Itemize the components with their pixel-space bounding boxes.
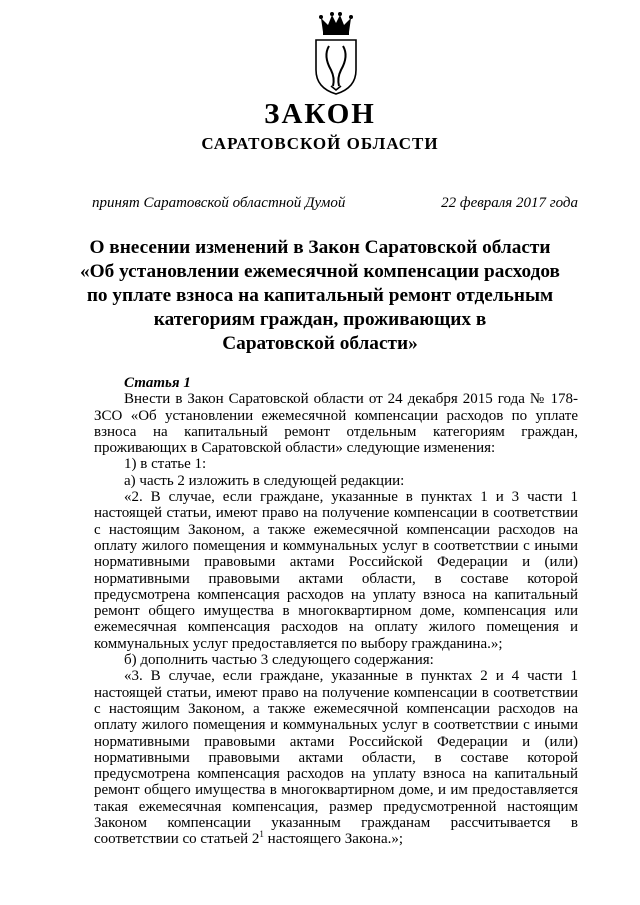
- heading-line: «Об установлении ежемесячной компенсации расходов: [80, 261, 560, 282]
- law-heading: [60, 236, 580, 356]
- adopted-date: 22 февраля 2017 года: [441, 195, 578, 211]
- paragraph: б) дополнить частью 3 следующего содержания:: [124, 652, 434, 669]
- heading-line: категориям граждан, проживающих в: [153, 309, 487, 330]
- superscript: 1: [259, 829, 264, 840]
- heading-line: О внесении изменений в Закон Саратовской области: [89, 237, 551, 258]
- paragraph: «2. В случае, если граждане, указанные в пунктах 1 и 3 части 1 настоящей статьи, имеют право на получение компенсации в соответствии с настоящим Законом, а также ежемесячной компенсации расходов на оплату жилого помещения и коммунальных услуг в соответствии с иными нормативными правовыми актами Российской Федерации и (или) нормативными правовыми актами области, в составе которой предусмотрена компенсация расходов на уплату взноса на капитальный ремонт общего имущества в многоквартирном доме, компенсация или ежемесячная компенсация расходов на оплату жилого помещения и коммунальных услуг предоставляется по выбору гражданина.»;: [94, 489, 578, 652]
- document-subtitle: САРАТОВСКОЙ ОБЛАСТИ: [201, 134, 439, 153]
- adopted-by: принят Саратовской областной Думой: [92, 195, 346, 211]
- paragraph-tail: настоящего Закона.»;: [263, 831, 404, 848]
- paragraph: Внести в Закон Саратовской области от 24 декабря 2015 года № 178-ЗСО «Об установлении ежемесячной компенсации расходов по уплате взноса на капитальный ремонт отдельным категориям граждан, проживающих в Саратовской области» следующие изменения:: [94, 391, 578, 457]
- document-title: ЗАКОН: [264, 98, 376, 130]
- paragraph: 1) в статье 1:: [124, 456, 207, 473]
- heading-line: Саратовской области»: [222, 333, 418, 354]
- article-body: [94, 375, 578, 848]
- heading-line: по уплате взноса на капитальный ремонт отдельным: [86, 285, 554, 306]
- paragraph-text: «3. В случае, если граждане, указанные в пунктах 2 и 4 части 1 настоящей статьи, имеют право на получение компенсации в соответствии с настоящим Законом, а также ежемесячной компенсации расходов на оплату жилого помещения и коммунальных услуг в соответствии с иными нормативными правовыми актами Российской Федерации и (или) нормативными правовыми актами области, в составе которой предусмотрена компенсация расходов на уплату взноса на капитальный ремонт общего имущества в многоквартирном доме, и им предоставляется такая ежемесячная компенсация, размер предусмотренной настоящим Законом компенсации указанным гражданам рассчитывается в соответствии со статьей 2: [94, 668, 578, 848]
- saratov-coat-of-arms-icon: [313, 10, 359, 96]
- paragraph-last: [94, 668, 578, 847]
- paragraph: а) часть 2 изложить в следующей редакции:: [124, 472, 405, 489]
- article-label: Статья 1: [124, 375, 191, 391]
